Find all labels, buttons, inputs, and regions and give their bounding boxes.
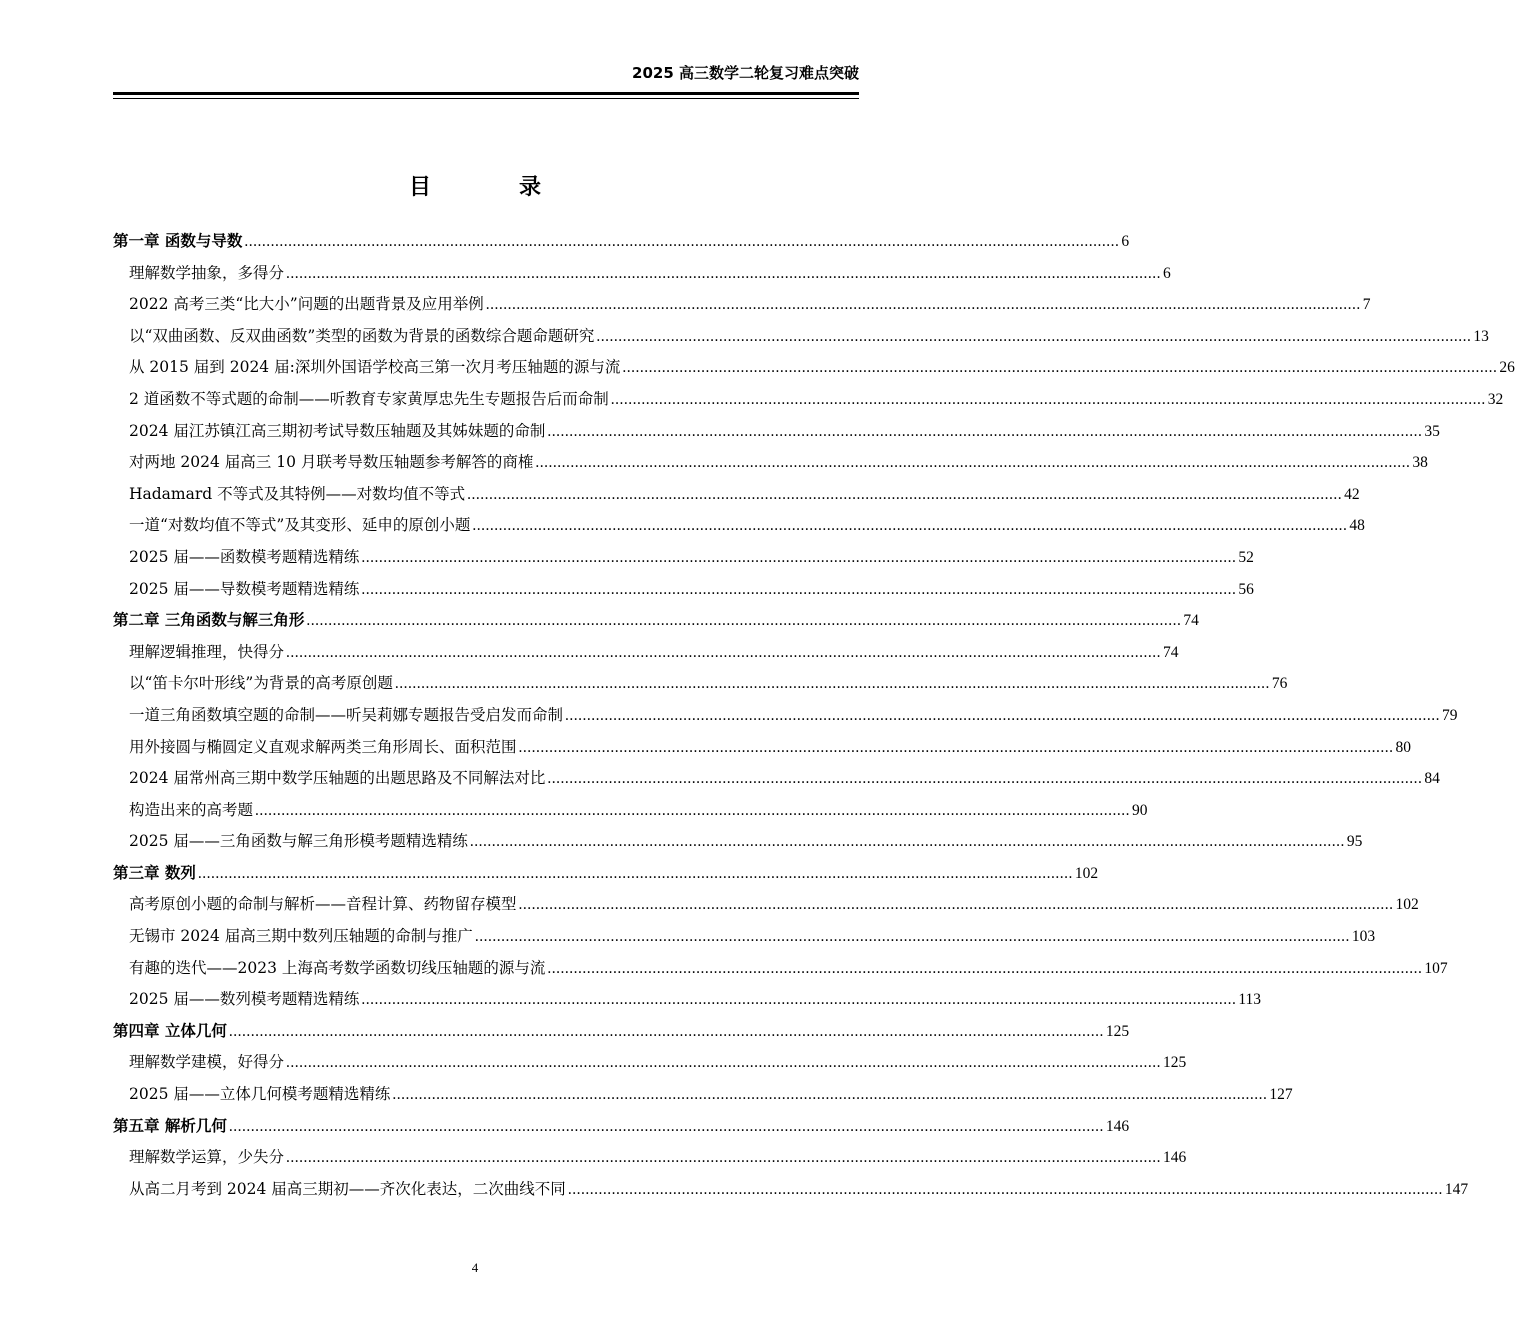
toc-section-entry[interactable]	[113, 416, 1440, 448]
toc-entry-label: 以“笛卡尔叶形线”为背景的高考原创题	[129, 674, 393, 693]
toc-section-entry[interactable]	[113, 637, 1179, 669]
toc-entry-page: 113	[1238, 991, 1262, 1009]
toc-entry-label: 以“双曲函数、反双曲函数”类型的函数为背景的函数综合题命题研究	[129, 326, 595, 345]
toc-entry-label: 第一章 函数与导数	[113, 232, 243, 250]
toc-chapter-entry[interactable]	[113, 226, 1130, 258]
toc-entry-page: 107	[1424, 959, 1448, 977]
toc-entry-label: 理解数学抽象，多得分	[129, 263, 285, 282]
dot-leader	[467, 479, 1342, 511]
toc-chapter-entry[interactable]	[113, 1016, 1130, 1048]
toc-entry-label: 从 2015 届到 2024 届:深圳外国语学校高三第一次月考压轴题的源与流	[129, 358, 621, 377]
toc-entry-page: 102	[1395, 896, 1419, 914]
dot-leader	[361, 574, 1236, 606]
toc-entry-page: 26	[1499, 359, 1515, 377]
table-of-contents	[113, 226, 1515, 1205]
toc-section-entry[interactable]	[113, 984, 1262, 1016]
toc-entry-page: 48	[1349, 517, 1365, 535]
toc-entry-label: 构造出来的高考题	[129, 800, 254, 819]
toc-entry-page: 6	[1121, 233, 1130, 250]
toc-entry-label: 2025 届——函数模考题精选精练	[129, 547, 360, 566]
toc-section-entry[interactable]	[113, 668, 1288, 700]
toc-section-entry[interactable]	[113, 921, 1376, 953]
toc-entry-page: 74	[1163, 643, 1179, 661]
toc-entry-label: 第三章 数列	[113, 863, 196, 882]
toc-section-entry[interactable]	[113, 1047, 1187, 1079]
toc-entry-label: 2025 届——立体几何模考题精选精练	[129, 1085, 391, 1104]
toc-entry-label: 理解逻辑推理，快得分	[129, 642, 285, 661]
dot-leader	[286, 258, 1161, 290]
dot-leader	[306, 605, 1181, 637]
toc-entry-page: 79	[1442, 706, 1458, 724]
toc-section-entry[interactable]	[113, 352, 1515, 384]
toc-section-entry[interactable]	[113, 574, 1254, 606]
dot-leader	[472, 510, 1347, 542]
toc-section-entry[interactable]	[113, 384, 1504, 416]
dot-leader	[568, 1174, 1443, 1206]
toc-entry-label: 2022 高考三类“比大小”问题的出题背景及应用举例	[129, 295, 484, 314]
header-rule-thin	[113, 98, 859, 99]
toc-entry-label: 理解数学建模，好得分	[129, 1053, 285, 1072]
toc-entry-page: 38	[1412, 454, 1428, 472]
toc-entry-page: 146	[1163, 1149, 1187, 1167]
dot-leader	[519, 889, 1394, 921]
toc-entry-label: 2 道函数不等式题的命制——听教育专家黄厚忠先生专题报告后而命制	[129, 389, 609, 408]
toc-entry-label: 一道三角函数填空题的命制——听吴莉娜专题报告受启发而命制	[129, 705, 564, 724]
dot-leader	[475, 921, 1350, 953]
dot-leader	[286, 1047, 1161, 1079]
toc-entry-label: 从高二月考到 2024 届高三期初——齐次化表达，二次曲线不同	[129, 1179, 566, 1198]
toc-section-entry[interactable]	[113, 479, 1360, 511]
toc-section-entry[interactable]	[113, 700, 1458, 732]
dot-leader	[361, 984, 1236, 1016]
toc-section-entry[interactable]	[113, 889, 1419, 921]
dot-leader	[255, 795, 1130, 827]
toc-entry-label: 对两地 2024 届高三 10 月联考导数压轴题参考解答的商榷	[129, 453, 534, 472]
dot-leader	[361, 542, 1236, 574]
toc-chapter-entry[interactable]	[113, 605, 1199, 637]
header-rule-thick	[113, 92, 859, 95]
dot-leader	[519, 732, 1394, 764]
dot-leader	[611, 384, 1486, 416]
toc-section-entry[interactable]	[113, 1079, 1293, 1111]
toc-entry-label: Hadamard 不等式及其特例——对数均值不等式	[129, 484, 466, 503]
toc-entry-page: 84	[1424, 770, 1440, 788]
dot-leader	[229, 1111, 1104, 1143]
dot-leader	[596, 321, 1471, 353]
toc-section-entry[interactable]	[113, 826, 1363, 858]
toc-section-entry[interactable]	[113, 795, 1148, 827]
toc-section-entry[interactable]	[113, 289, 1371, 321]
toc-entry-label: 2024 届常州高三期中数学压轴题的出题思路及不同解法对比	[129, 769, 546, 788]
toc-entry-page: 103	[1351, 928, 1376, 946]
toc-entry-page: 147	[1444, 1180, 1469, 1198]
toc-section-entry[interactable]	[113, 447, 1428, 479]
toc-entry-label: 第五章 解析几何	[113, 1116, 227, 1135]
dot-leader	[198, 858, 1073, 890]
toc-entry-page: 76	[1271, 675, 1288, 693]
toc-section-entry[interactable]	[113, 542, 1254, 574]
toc-section-entry[interactable]	[113, 953, 1448, 985]
dot-leader	[395, 668, 1270, 700]
toc-chapter-entry[interactable]	[113, 858, 1099, 890]
toc-entry-label: 第二章 三角函数与解三角形	[113, 611, 305, 630]
page-title: 目录	[408, 175, 629, 200]
toc-entry-page: 32	[1487, 390, 1504, 408]
dot-leader	[470, 826, 1345, 858]
toc-section-entry[interactable]	[113, 763, 1440, 795]
toc-entry-page: 90	[1132, 801, 1148, 819]
toc-chapter-entry[interactable]	[113, 1111, 1130, 1143]
toc-section-entry[interactable]	[113, 258, 1171, 290]
toc-entry-page: 52	[1238, 548, 1254, 566]
toc-entry-label: 无锡市 2024 届高三期中数列压轴题的命制与推广	[129, 927, 473, 946]
toc-entry-page: 13	[1473, 327, 1489, 345]
toc-entry-label: 有趣的迭代——2023 上海高考数学函数切线压轴题的源与流	[129, 958, 546, 977]
running-header: 2025 高三数学二轮复习难点突破	[632, 64, 859, 82]
dot-leader	[547, 953, 1422, 985]
toc-entry-page: 74	[1183, 612, 1199, 630]
dot-leader	[229, 1016, 1104, 1048]
toc-entry-page: 56	[1238, 580, 1254, 598]
toc-entry-page: 95	[1346, 833, 1363, 851]
toc-section-entry[interactable]	[113, 321, 1489, 353]
toc-entry-page: 6	[1163, 264, 1171, 282]
toc-entry-label: 用外接圆与椭圆定义直观求解两类三角形周长、面积范围	[129, 737, 517, 756]
toc-entry-label: 2025 届——数列模考题精选精练	[129, 990, 360, 1009]
dot-leader	[286, 1142, 1161, 1174]
dot-leader	[286, 637, 1161, 669]
toc-entry-page: 125	[1163, 1054, 1187, 1072]
dot-leader	[392, 1079, 1267, 1111]
toc-section-entry[interactable]	[113, 510, 1365, 542]
dot-leader	[565, 700, 1440, 732]
toc-entry-page: 7	[1362, 296, 1371, 314]
toc-entry-page: 125	[1105, 1022, 1130, 1040]
dot-leader	[547, 763, 1422, 795]
page-number: 4	[471, 1260, 479, 1275]
dot-leader	[244, 226, 1119, 258]
dot-leader	[535, 447, 1410, 479]
toc-entry-label: 高考原创小题的命制与解析——音程计算、药物留存模型	[129, 895, 517, 914]
toc-section-entry[interactable]	[113, 732, 1412, 764]
toc-entry-label: 2024 届江苏镇江高三期初考试导数压轴题及其姊妹题的命制	[129, 421, 546, 440]
toc-entry-page: 127	[1269, 1086, 1293, 1104]
toc-entry-page: 42	[1344, 485, 1360, 503]
toc-entry-page: 35	[1424, 422, 1440, 440]
toc-entry-label: 2025 届——三角函数与解三角形模考题精选精练	[129, 832, 468, 851]
toc-section-entry[interactable]	[113, 1142, 1187, 1174]
toc-entry-page: 146	[1105, 1117, 1130, 1135]
toc-entry-label: 第四章 立体几何	[113, 1021, 227, 1040]
dot-leader	[622, 352, 1497, 384]
dot-leader	[486, 289, 1361, 321]
toc-entry-label: 一道“对数均值不等式”及其变形、延申的原创小题	[129, 516, 471, 535]
toc-entry-label: 理解数学运算，少失分	[129, 1148, 285, 1167]
toc-entry-page: 80	[1395, 738, 1412, 756]
toc-section-entry[interactable]	[113, 1174, 1469, 1206]
dot-leader	[547, 416, 1422, 448]
toc-entry-page: 102	[1074, 864, 1099, 882]
toc-entry-label: 2025 届——导数模考题精选精练	[129, 579, 360, 598]
